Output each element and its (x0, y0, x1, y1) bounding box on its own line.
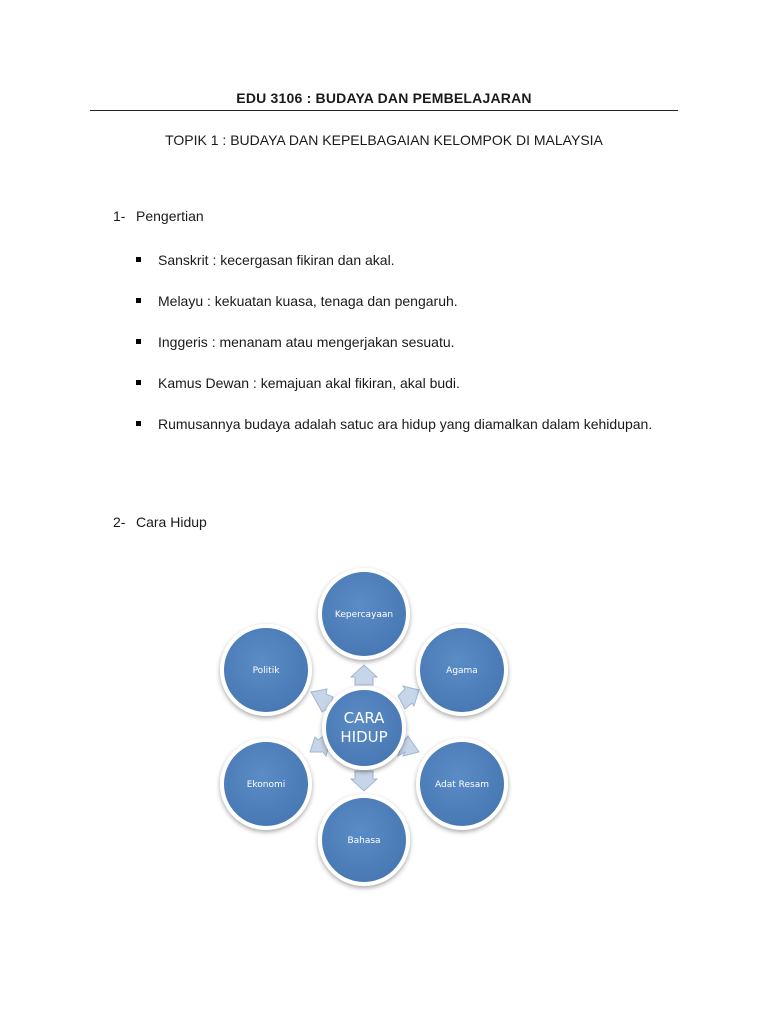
list-item-text: Inggeris : menanam atau mengerjakan sesuatu. (158, 334, 455, 350)
list-item-text: Rumusannya budaya adalah satuc ara hidup yang diamalkan dalam kehidupan. (158, 416, 653, 432)
center-label-line2: HIDUP (340, 728, 388, 746)
node-adat-resam (418, 740, 506, 828)
section-title: Cara Hidup (136, 514, 207, 530)
arrow-to-kepercayaan-icon (351, 665, 377, 685)
node-politik (222, 626, 310, 714)
node-label: Politik (252, 666, 280, 676)
document-title: EDU 3106 : BUDAYA DAN PEMBELAJARAN (236, 90, 532, 106)
node-label: Bahasa (347, 836, 381, 846)
node-label: Adat Resam (435, 780, 489, 790)
node-agama (418, 626, 506, 714)
node-cara-hidup-center (324, 688, 404, 768)
arrow-to-agama-icon (398, 686, 419, 709)
list-item-text: Sanskrit : kecergasan fikiran dan akal. (158, 252, 395, 268)
node-label: Agama (446, 666, 478, 676)
node-ekonomi (222, 740, 310, 828)
topic-heading: TOPIK 1 : BUDAYA DAN KEPELBAGAIAN KELOMPOK DI MALAYSIA (165, 132, 603, 148)
node-label: Ekonomi (246, 780, 286, 790)
section-number: 2- (113, 514, 126, 530)
arrow-to-bahasa-icon (351, 771, 377, 791)
section-title: Pengertian (136, 208, 204, 224)
node-bahasa (320, 796, 408, 884)
list-item-text: Melayu : kekuatan kuasa, tenaga dan pengaruh. (158, 293, 458, 309)
node-kepercayaan (320, 570, 408, 658)
list-item-text: Kamus Dewan : kemajuan akal fikiran, akal budi. (158, 375, 460, 391)
section-number: 1- (113, 208, 126, 224)
center-label-line1: CARA (343, 709, 385, 727)
node-label: Kepercayaan (334, 610, 394, 620)
